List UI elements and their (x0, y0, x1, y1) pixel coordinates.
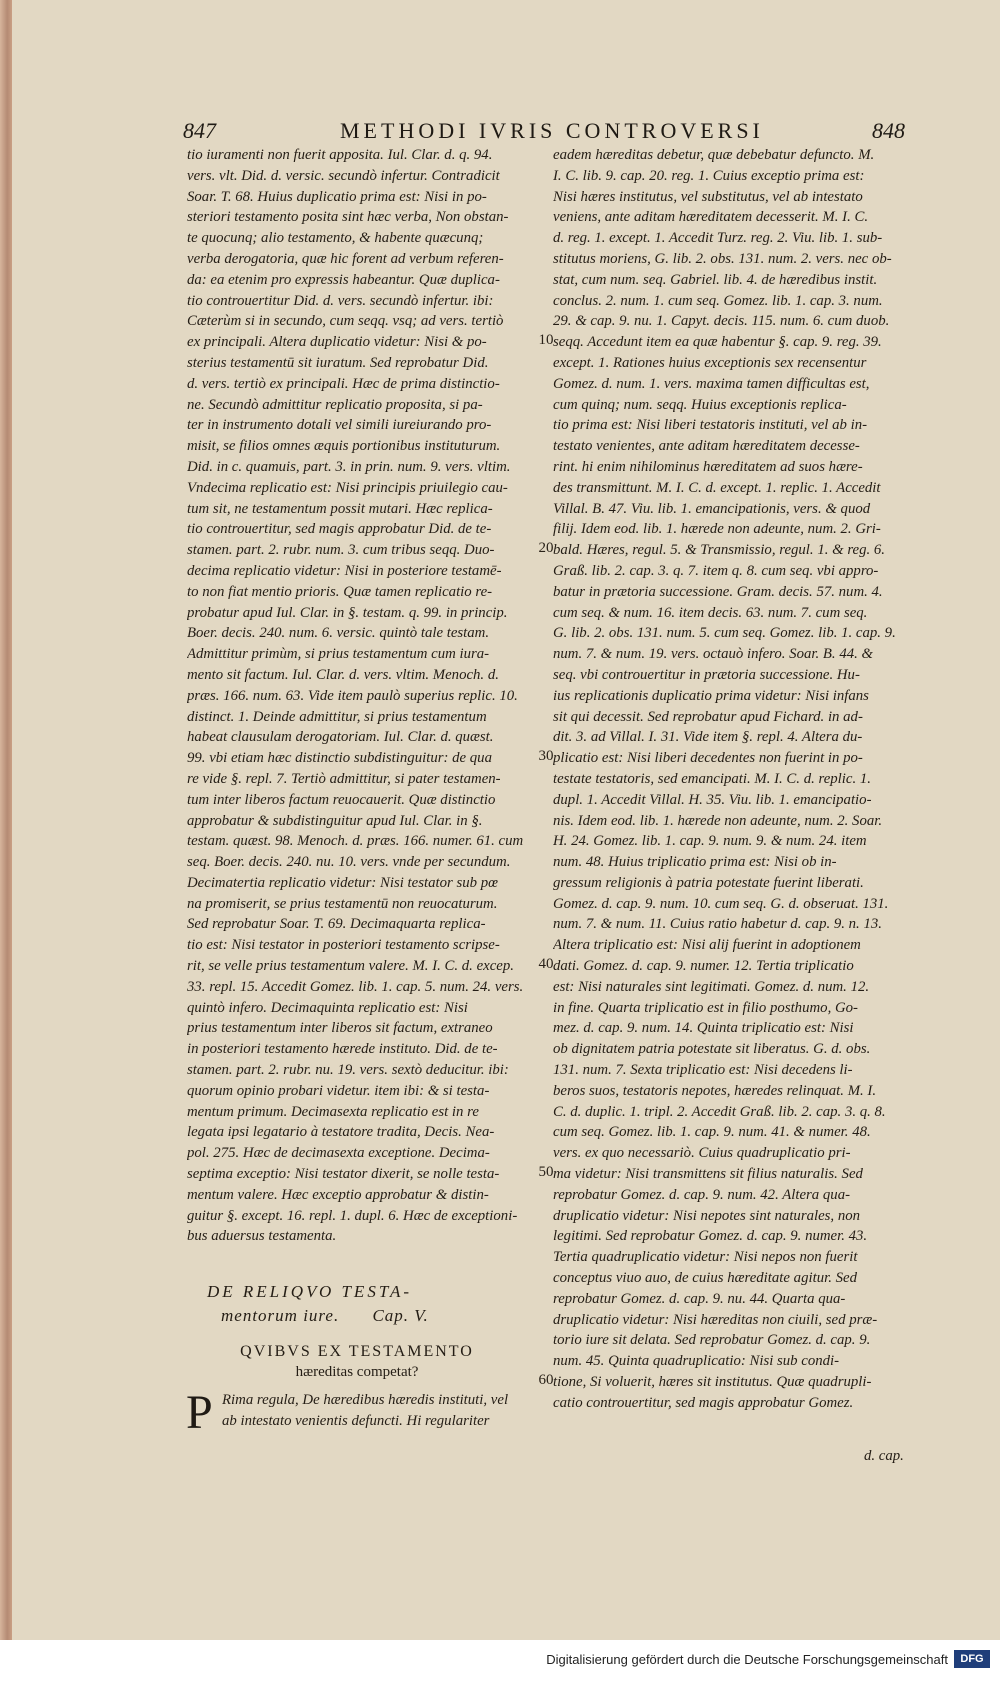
text-line: 29. & cap. 9. nu. 1. Capyt. decis. 115. num. 6. cum duob. (553, 313, 890, 330)
text-line: seq. Boer. decis. 240. nu. 10. vers. vnde per secundum. (187, 854, 511, 871)
text-line: conclus. 2. num. 1. cum seq. Gomez. lib. 1. cap. 3. num. (553, 292, 883, 309)
footer-bar (0, 1640, 1000, 1684)
text-line: steriori testamento posita sint hæc verba, Non obstan- (187, 209, 509, 226)
text-line: quorum opinio probari videtur. item ibi: & si testa- (187, 1082, 490, 1099)
digitization-credit: Digitalisierung gefördert durch die Deutsche Forschungsgemeinschaft (546, 1652, 948, 1667)
catchword: d. cap. (864, 1448, 904, 1464)
text-line: ter in instrumento dotali vel simili iureiurando pro- (187, 417, 492, 434)
text-line: num. 45. Quinta quadruplicatio: Nisi sub condi- (553, 1353, 840, 1370)
text-line: verba derogatoria, quæ hic forent ad verbum referen- (187, 250, 504, 267)
text-line: sterius testamentū sit iuratum. Sed reprobatur Did. (187, 354, 489, 371)
text-line: bus aduersus testamenta. (187, 1228, 337, 1245)
text-line: G. lib. 2. obs. 131. num. 5. cum seq. Gomez. lib. 1. cap. 9. (553, 625, 896, 642)
text-line: ius replicationis duplicatio prima videtur: Nisi infans (553, 687, 869, 704)
text-line: vers. ex quo necessariò. Cuius quadruplicatio pri- (553, 1145, 851, 1162)
text-line: plicatio est: Nisi liberi decedentes non fuerint in po- (553, 750, 863, 767)
text-line: 99. vbi etiam hæc distinctio subdistinguitur: de qua (187, 750, 492, 767)
text-line: Soar. T. 68. Huius duplicatio prima est: Nisi in po- (187, 188, 487, 205)
text-line: stat, cum num. seq. Gabriel. lib. 4. de hæredibus instit. (553, 271, 878, 288)
text-line: dati. Gomez. d. cap. 9. numer. 12. Tertia triplicatio (553, 958, 854, 975)
text-line: bald. Hæres, regul. 5. & Transmissio, regul. 1. & reg. 6. (553, 542, 885, 559)
text-line: Decimatertia replicatio videtur: Nisi testator sub pœ (187, 874, 498, 891)
text-line: guitur §. except. 16. repl. 1. dupl. 6. Hæc de exceptioni- (187, 1207, 518, 1224)
text-line: prius testamentum inter liberos sit factum, extraneo (187, 1020, 493, 1037)
text-line: cum seq. & num. 16. item decis. 63. num. 7. cum seq. (553, 604, 868, 621)
subheading-line1: QVIBVS EX TESTAMENTO (240, 1343, 474, 1360)
text-line: Boer. decis. 240. num. 6. versic. quintò tale testam. (187, 625, 490, 642)
text-line: Sed reprobatur Soar. T. 69. Decimaquarta replica- (187, 916, 486, 933)
text-line: legitimi. Sed reprobatur Gomez. d. cap. 9. numer. 43. (553, 1228, 868, 1245)
text-line: druplicatio videtur: Nisi hæreditas non ciuili, sed præ- (553, 1311, 878, 1328)
page-number-right: 848 (872, 118, 905, 143)
text-line: tio controuertitur, sed magis approbatur Did. de te- (187, 521, 492, 538)
chapter-label: Cap. V. (372, 1306, 429, 1325)
text-line: to non fiat mentio prioris. Quæ tamen replicatio re- (187, 583, 493, 600)
section-heading-line1: DE RELIQVO TESTA- (207, 1282, 413, 1301)
text-line: tum sit, ne testamentum possit mutari. Hæc replica- (187, 500, 493, 517)
text-line: torio iure sit delata. Sed reprobatur Gomez. d. cap. 9. (553, 1332, 871, 1349)
text-line: dupl. 1. Accedit Villal. H. 35. Viu. lib. 1. emancipatio- (553, 791, 872, 808)
text-line: des transmittunt. M. I. C. d. except. 1. replic. 1. Accedit (553, 479, 881, 496)
text-line: Graß. lib. 2. cap. 3. q. 7. item q. 8. cum seq. vbi appro- (553, 562, 879, 579)
drop-cap: P (186, 1386, 213, 1439)
text-line: Gomez. d. num. 1. vers. maxima tamen difficultas est, (553, 375, 870, 392)
text-line: legata ipsi legatario à testatore tradita, Decis. Nea- (187, 1124, 495, 1141)
text-line: num. 7. & num. 19. vers. octauò infero. Soar. B. 44. & (553, 646, 874, 663)
text-line: except. 1. Rationes huius exceptionis sex recensentur (553, 354, 867, 371)
text-line: gressum religionis à patria potestate fuerint liberati. (553, 874, 864, 891)
text-line: beros suos, testatoris nepotes, hæredes relinquat. M. I. (553, 1082, 877, 1099)
paragraph-line: Rima regula, De hæredibus hæredis instituti, vel (222, 1392, 509, 1408)
text-line: misit, se filios omnes æquis portionibus instituturum. (187, 438, 501, 455)
left-text-column (187, 145, 529, 1247)
text-line: catio controuertitur, sed magis approbatur Gomez. (553, 1394, 854, 1411)
text-line: re vide §. repl. 7. Tertiò admittitur, si pater testamen- (187, 770, 501, 787)
text-line: batur in prætoria successione. Gram. decis. 57. num. 4. (553, 583, 883, 600)
text-line: habeat clausulam derogatoriam. Iul. Clar. d. quæst. (187, 729, 494, 746)
text-line: ne. Secundò admittitur replicatio proposita, si pa- (187, 396, 483, 413)
text-line: mez. d. cap. 9. num. 14. Quinta triplicatio est: Nisi (553, 1020, 854, 1037)
dfg-logo: DFG (954, 1650, 990, 1668)
text-line: dit. 3. ad Villal. I. 31. Vide item §. repl. 4. Altera du- (553, 729, 863, 746)
text-line: ob dignitatem patria potestate sit liberatus. G. d. obs. (553, 1041, 871, 1058)
text-line: cum quinq; num. seqq. Huius exceptionis replica- (553, 396, 847, 413)
text-line: num. 7. & num. 11. Cuius ratio habetur d. cap. 9. n. 13. (553, 916, 882, 933)
text-line: Vndecima replicatio est: Nisi principis priuilegio cau- (187, 479, 508, 496)
text-line: H. 24. Gomez. lib. 1. cap. 9. num. 9. & num. 24. item (553, 833, 867, 850)
text-line: conceptus viuo auo, de cuius hæreditate agitur. Sed (553, 1270, 857, 1287)
text-line: sit qui decessit. Sed reprobatur apud Fichard. in ad- (553, 708, 863, 725)
text-line: te quocunq; alio testamento, & habente quæcunq; (187, 230, 484, 247)
text-line: seq. vbi controuertitur in prætoria successione. Hu- (553, 666, 860, 683)
text-line: num. 48. Huius triplicatio prima est: Nisi ob in- (553, 854, 837, 871)
running-header (12, 118, 1000, 148)
subheading-line2: hæreditas competat? (295, 1364, 419, 1380)
text-line: septima exceptio: Nisi testator dixerit, se nolle testa- (187, 1166, 500, 1183)
text-line: da: ea etenim pro expressis habeantur. Quæ duplica- (187, 271, 500, 288)
text-line: approbatur & subdistinguitur apud Iul. Clar. in §. (187, 812, 483, 829)
text-line: tum inter liberos factum reuocauerit. Quæ distinctio (187, 791, 496, 808)
text-line: decima replicatio videtur: Nisi in posteriore testamē- (187, 562, 502, 579)
text-line: Altera triplicatio est: Nisi alij fuerint in adoptionem (553, 937, 861, 954)
line-number: 30 (538, 748, 554, 765)
text-line: pol. 275. Hæc de decimasexta exceptione. Decima- (187, 1145, 490, 1162)
text-line: filij. Idem eod. lib. 1. hærede non adeunte, num. 2. Gri- (553, 521, 881, 538)
section-heading-line2: mentorum iure. (221, 1306, 340, 1325)
page-edge (0, 0, 12, 1640)
text-line: stitutus moriens, G. lib. 2. obs. 131. num. 2. vers. nec ob- (553, 250, 892, 267)
line-number: 40 (538, 956, 554, 973)
text-line: 131. num. 7. Sexta triplicatio est: Nisi decedens li- (553, 1062, 853, 1079)
text-line: cum seq. Gomez. lib. 1. cap. 9. num. 41. & numer. 48. (553, 1124, 871, 1141)
section-heading (207, 1280, 497, 1328)
text-line: tio iuramenti non fuerit apposita. Iul. Clar. d. q. 94. (187, 147, 493, 163)
text-line: druplicatio videtur: Nisi nepotes sint naturales, non (553, 1207, 861, 1224)
page-number-left: 847 (183, 118, 216, 143)
text-line: d. reg. 1. except. 1. Accedit Turz. reg. 2. Viu. lib. 1. sub- (553, 230, 883, 247)
text-line: Nisi hæres institutus, vel substitutus, vel ab intestato (553, 188, 863, 205)
text-line: d. vers. tertiò ex principali. Hæc de prima distinctio- (187, 375, 500, 392)
text-line: reprobatur Gomez. d. cap. 9. num. 42. Altera qua- (553, 1186, 851, 1203)
text-line: mento sit factum. Iul. Clar. d. vers. vltim. Menoch. d. (187, 666, 499, 683)
text-line: mentum primum. Decimasexta replicatio est in re (187, 1103, 479, 1120)
text-line: probatur apud Iul. Clar. in §. testam. q. 99. in princip. (187, 604, 508, 621)
text-line: stamen. part. 2. rubr. num. 3. cum tribus seqq. Duo- (187, 542, 495, 559)
text-line: rint. hi enim nihilominus hæreditatem ad suos hære- (553, 458, 863, 475)
text-line: seqq. Accedunt item ea quæ habentur §. cap. 9. reg. 39. (553, 334, 882, 351)
text-line: testate testatoris, sed emancipati. M. I. C. d. replic. 1. (553, 770, 871, 787)
text-line: tio controuertitur Did. d. vers. secundò infertur. ibi: (187, 292, 494, 309)
text-line: nis. Idem eod. lib. 1. hærede non adeunte, num. 2. Soar. (553, 812, 883, 829)
text-line: eadem hæreditas debetur, quæ debebatur defuncto. M. (553, 147, 875, 163)
text-line: est: Nisi naturales sint legitimati. Gomez. d. num. 12. (553, 978, 870, 995)
paragraph-line: ab intestato venientis defuncti. Hi regulariter (222, 1412, 490, 1429)
text-line: Gomez. d. cap. 9. num. 10. cum seq. G. d. obseruat. 131. (553, 895, 889, 912)
text-line: tio prima est: Nisi liberi testatoris instituti, vel ab in- (553, 417, 868, 434)
text-line: vers. vlt. Did. d. versic. secundò infertur. Contradicit (187, 167, 500, 184)
text-line: in fine. Quarta triplicatio est in filio posthumo, Go- (553, 999, 858, 1016)
text-line: Villal. B. 47. Viu. lib. 1. emancipationis, vers. & quod (553, 500, 871, 517)
text-line: distinct. 1. Deinde admittitur, si prius testamentum (187, 708, 487, 725)
text-line: Admittitur primùm, si prius testamentum cum iura- (187, 646, 490, 663)
line-number: 20 (538, 540, 554, 557)
text-line: na promiserit, se prius testamentū non reuocaturum. (187, 895, 498, 912)
text-line: veniens, ante aditam hæreditatem decesserit. M. I. C. (553, 209, 869, 226)
text-line: rit, se velle prius testamentum valere. M. I. C. d. excep. (187, 958, 514, 975)
text-line: tione, Si voluerit, hæres sit institutus. Quæ quadrupli- (553, 1374, 872, 1391)
text-line: ex principali. Altera duplicatio videtur: Nisi & po- (187, 334, 487, 351)
running-title: METHODI IVRIS CONTROVERSI (340, 118, 764, 143)
text-line: stamen. part. 2. rubr. nu. 19. vers. sextò deducitur. ibi: (187, 1062, 509, 1079)
text-line: quintò infero. Decimaquinta replicatio est: Nisi (187, 999, 468, 1016)
text-line: Tertia quadruplicatio videtur: Nisi nepos non fuerit (553, 1249, 858, 1266)
text-line: I. C. lib. 9. cap. 20. reg. 1. Cuius exceptio prima est: (553, 167, 865, 184)
line-number: 60 (538, 1372, 554, 1389)
text-line: in posteriori testamento hærede instituto. Did. de te- (187, 1041, 498, 1058)
text-line: testato venientes, ante aditam hæreditatem decesse- (553, 438, 860, 455)
line-number: 50 (538, 1164, 554, 1181)
right-text-column (553, 145, 899, 1414)
opening-paragraph (222, 1390, 542, 1432)
text-line: præs. 166. num. 63. Vide item paulò superius replic. 10. (187, 687, 518, 704)
text-line: C. d. duplic. 1. tripl. 2. Accedit Graß. lib. 2. cap. 3. q. 8. (553, 1103, 886, 1120)
text-line: Cæterùm si in secundo, cum seqq. vsq; ad vers. tertiò (187, 313, 504, 330)
text-line: reprobatur Gomez. d. cap. 9. nu. 44. Quarta qua- (553, 1290, 846, 1307)
text-line: 33. repl. 15. Accedit Gomez. lib. 1. cap. 5. num. 24. vers. (187, 978, 524, 995)
text-line: tio est: Nisi testator in posteriori testamento scripse- (187, 937, 500, 954)
text-line: mentum valere. Hæc exceptio approbatur & distin- (187, 1186, 489, 1203)
subheading (207, 1341, 507, 1383)
text-line: Did. in c. quamuis, part. 3. in prin. num. 9. vers. vltim. (187, 458, 511, 475)
text-line: testam. quæst. 98. Menoch. d. præs. 166. numer. 61. cum (187, 833, 524, 850)
line-number: 10 (538, 332, 554, 349)
text-line: ma videtur: Nisi transmittens sit filius naturalis. Sed (553, 1166, 863, 1183)
